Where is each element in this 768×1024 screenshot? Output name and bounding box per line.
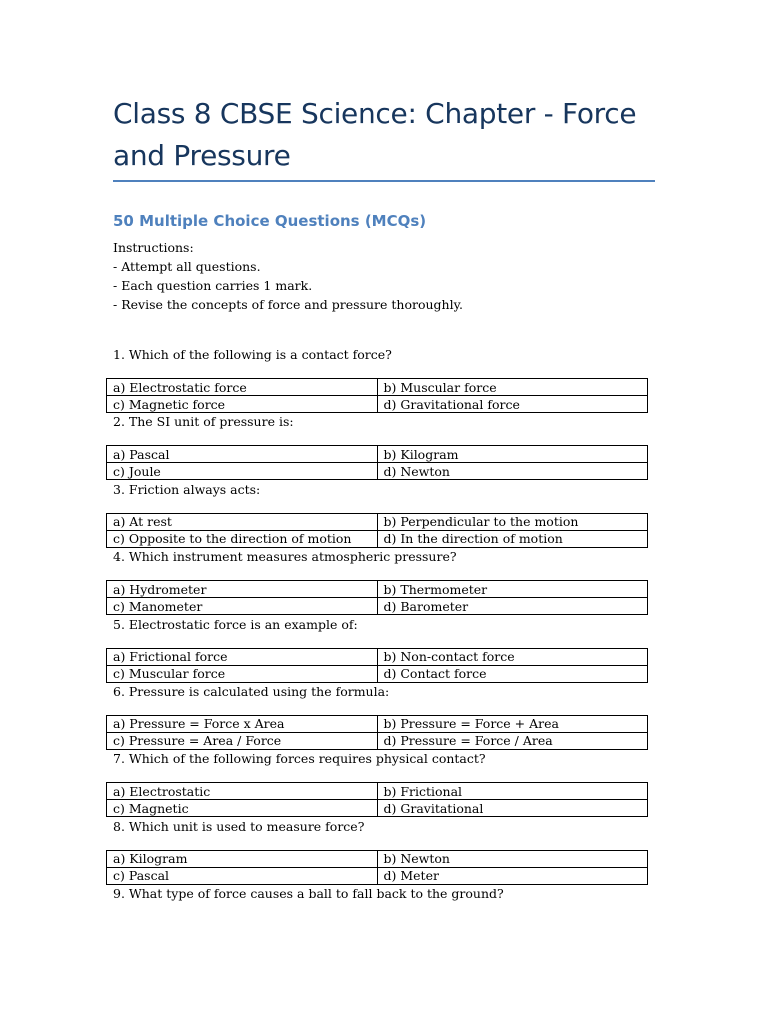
section-heading: 50 Multiple Choice Questions (MCQs) xyxy=(113,212,427,230)
option-a: a) Hydrometer xyxy=(107,581,378,598)
option-c: c) Pascal xyxy=(107,867,378,884)
question-item xyxy=(113,616,655,683)
option-c: c) Muscular force xyxy=(107,665,378,682)
option-b: b) Newton xyxy=(377,850,648,867)
options-table xyxy=(106,445,648,480)
option-a: a) Kilogram xyxy=(107,850,378,867)
title-divider xyxy=(113,180,655,182)
question-item xyxy=(113,413,655,480)
option-a: a) At rest xyxy=(107,513,378,530)
question-item xyxy=(113,548,655,615)
option-d: d) Contact force xyxy=(377,665,648,682)
options-table xyxy=(106,580,648,615)
option-b: b) Kilogram xyxy=(377,446,648,463)
option-a: a) Frictional force xyxy=(107,648,378,665)
option-a: a) Pascal xyxy=(107,446,378,463)
question-text: 1. Which of the following is a contact force? xyxy=(113,347,392,362)
question-text: 4. Which instrument measures atmospheric pressure? xyxy=(113,549,457,565)
question-item xyxy=(113,750,655,817)
question-item xyxy=(113,885,655,952)
options-table xyxy=(106,648,648,683)
question-text: 5. Electrostatic force is an example of: xyxy=(113,616,358,632)
option-b: b) Pressure = Force + Area xyxy=(377,715,648,732)
option-c: c) Magnetic xyxy=(107,800,378,817)
instructions-line: - Attempt all questions. xyxy=(113,259,261,274)
option-b: b) Thermometer xyxy=(377,581,648,598)
question-text: 2. The SI unit of pressure is: xyxy=(113,414,294,430)
option-d: d) Newton xyxy=(377,463,648,480)
question-text: 6. Pressure is calculated using the formula: xyxy=(113,683,390,699)
option-c: c) Magnetic force xyxy=(107,396,378,413)
option-c: c) Joule xyxy=(107,463,378,480)
instructions-block xyxy=(113,238,463,314)
question-item xyxy=(113,346,655,413)
question-item xyxy=(113,481,655,548)
options-table xyxy=(106,782,648,817)
instructions-line: Instructions: xyxy=(113,240,194,255)
options-table xyxy=(106,715,648,750)
instructions-line: - Each question carries 1 mark. xyxy=(113,278,313,293)
option-c: c) Manometer xyxy=(107,598,378,615)
question-item xyxy=(113,683,655,750)
option-b: b) Perpendicular to the motion xyxy=(377,513,648,530)
option-d: d) Gravitational force xyxy=(377,396,648,413)
option-b: b) Non-contact force xyxy=(377,648,648,665)
option-c: c) Pressure = Area / Force xyxy=(107,732,378,749)
question-list xyxy=(113,346,655,953)
option-b: b) Muscular force xyxy=(377,379,648,396)
options-table xyxy=(106,850,648,885)
option-d: d) In the direction of motion xyxy=(377,530,648,547)
question-text: 7. Which of the following forces requires physical contact? xyxy=(113,751,486,767)
option-d: d) Pressure = Force / Area xyxy=(377,732,648,749)
options-table xyxy=(106,513,648,548)
question-text: 3. Friction always acts: xyxy=(113,481,261,497)
option-a: a) Electrostatic force xyxy=(107,379,378,396)
question-item xyxy=(113,818,655,885)
instructions-line: - Revise the concepts of force and pressure thoroughly. xyxy=(113,297,463,312)
option-d: d) Meter xyxy=(377,867,648,884)
option-a: a) Pressure = Force x Area xyxy=(107,715,378,732)
option-d: d) Gravitational xyxy=(377,800,648,817)
question-text: 9. What type of force causes a ball to fall back to the ground? xyxy=(113,886,504,902)
option-b: b) Frictional xyxy=(377,783,648,800)
options-table xyxy=(106,378,648,413)
document-title: Class 8 CBSE Science: Chapter - Force and Pressure xyxy=(113,97,637,172)
option-a: a) Electrostatic xyxy=(107,783,378,800)
question-text: 8. Which unit is used to measure force? xyxy=(113,818,365,834)
option-d: d) Barometer xyxy=(377,598,648,615)
option-c: c) Opposite to the direction of motion xyxy=(107,530,378,547)
